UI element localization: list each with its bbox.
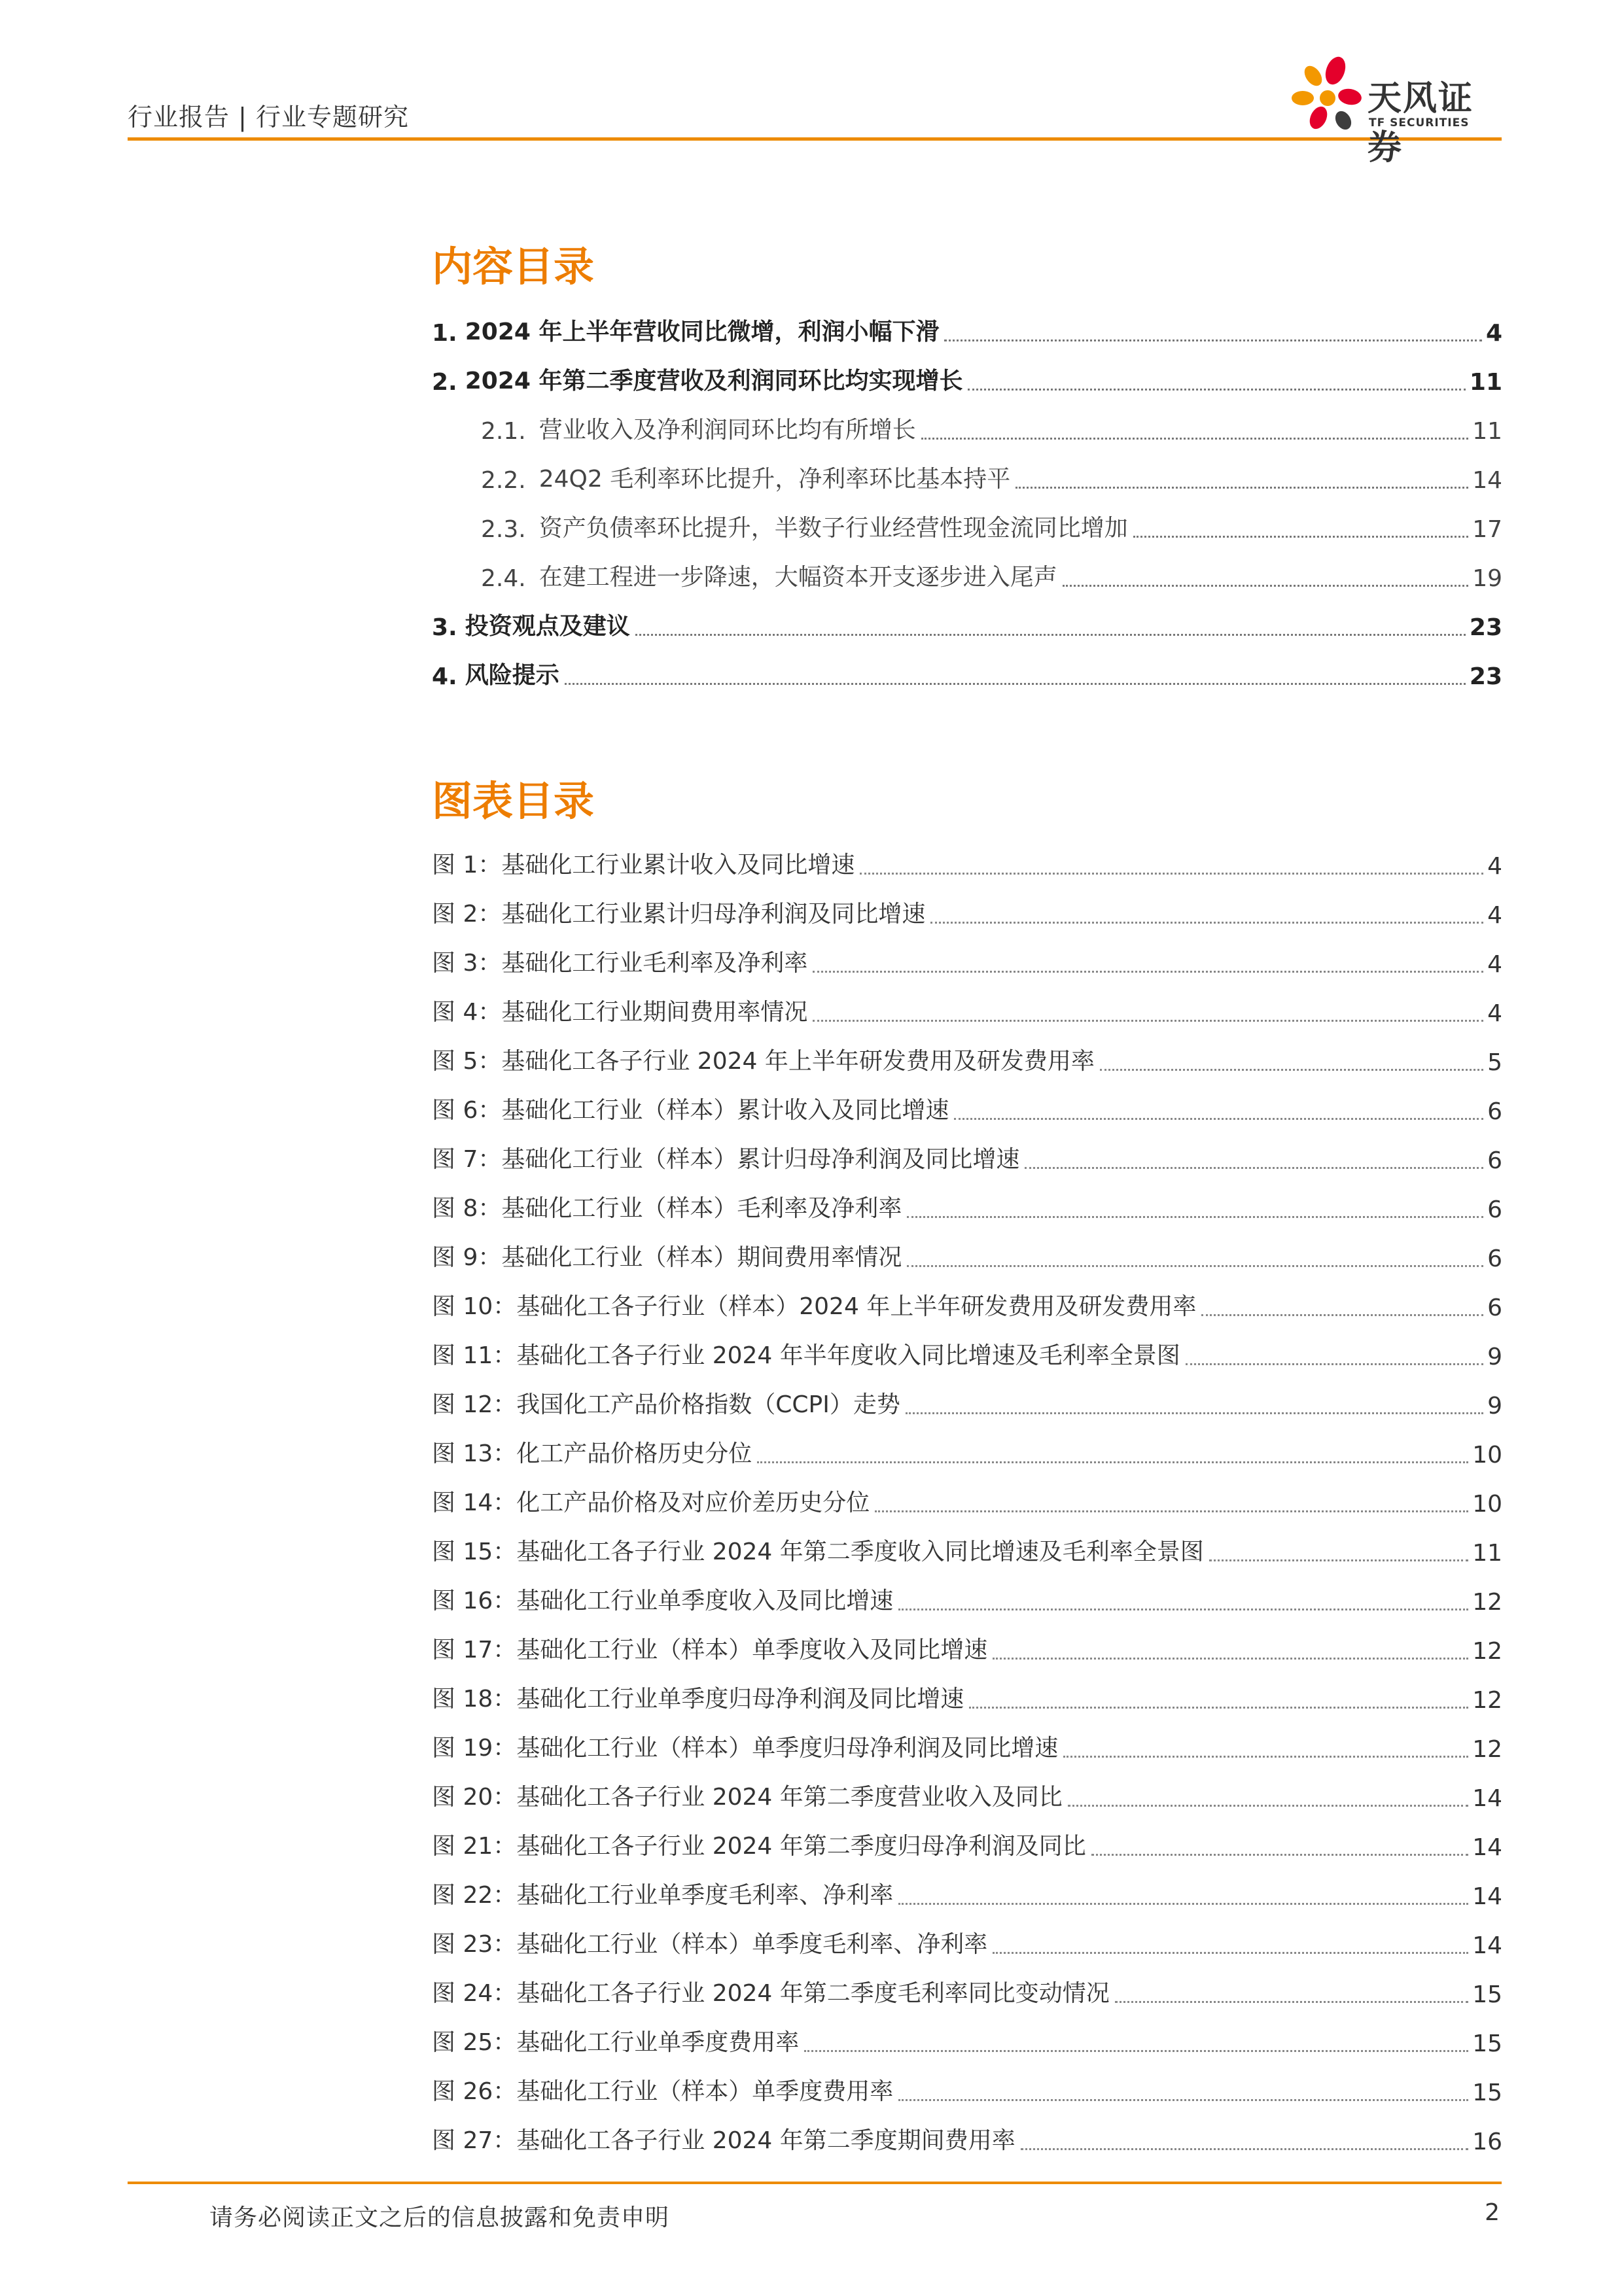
dot-leader [907,1215,1483,1218]
figure-text: 图 15：基础化工各子行业 2024 年第二季度收入同比增速及毛利率全景图 [432,1539,1204,1565]
dot-leader [1021,2148,1468,2150]
toc-number: 2.3. [481,516,526,543]
dot-leader [1133,535,1468,538]
figure-item[interactable] [432,880,1502,929]
dot-leader [1100,1068,1483,1071]
figure-page: 12 [1472,1736,1502,1763]
figure-page: 6 [1487,1245,1502,1272]
dot-leader [906,1412,1483,1414]
figure-page: 6 [1487,1196,1502,1223]
figure-item[interactable] [432,1321,1502,1370]
figure-page: 12 [1472,1687,1502,1714]
toc-item[interactable] [432,641,1502,690]
toc-number: 2. [432,369,457,396]
figure-page: 15 [1472,1981,1502,2008]
dot-leader [757,1461,1468,1463]
toc-item[interactable] [432,396,1502,445]
dot-leader [898,1608,1468,1610]
figure-text: 图 4：基础化工行业期间费用率情况 [432,999,808,1026]
figure-page: 9 [1487,1344,1502,1370]
dot-leader [1063,584,1468,587]
figure-item[interactable] [432,1959,1502,2008]
figure-page: 4 [1487,951,1502,978]
figure-item[interactable] [432,1027,1502,1076]
figure-text: 图 22：基础化工行业单季度毛利率、净利率 [432,1882,894,1909]
dot-leader [804,2049,1468,2052]
dot-leader [875,1510,1468,1512]
figure-item[interactable] [432,1469,1502,1518]
figure-item[interactable] [432,1567,1502,1616]
figure-text: 图 3：基础化工行业毛利率及净利率 [432,950,808,977]
toc-page: 11 [1472,418,1502,445]
toc-text: 2024 年第二季度营收及利润同环比均实现增长 [465,368,963,394]
figure-text: 图 20：基础化工各子行业 2024 年第二季度营业收入及同比 [432,1784,1063,1811]
figure-page: 15 [1472,2030,1502,2057]
dot-leader [1063,1755,1468,1758]
figure-text: 图 16：基础化工行业单季度收入及同比增速 [432,1588,894,1614]
figure-text: 图 12：我国化工产品价格指数（CCPI）走势 [432,1391,900,1418]
toc-number: 3. [432,614,457,641]
figure-page: 10 [1472,1491,1502,1518]
dot-leader [993,1657,1468,1660]
dot-leader [1201,1313,1483,1316]
dot-leader [1209,1559,1468,1561]
figure-text: 图 9：基础化工行业（样本）期间费用率情况 [432,1244,902,1271]
toc-text: 投资观点及建议 [465,613,630,640]
toc-item[interactable] [432,347,1502,396]
dot-leader [860,872,1483,875]
figure-text: 图 14：化工产品价格及对应价差历史分位 [432,1489,870,1516]
dot-leader [930,921,1483,924]
toc-page: 14 [1472,467,1502,494]
flower-logo-icon [1279,51,1364,136]
logo-english-name: TF SECURITIES [1369,116,1470,130]
toc-item[interactable] [432,298,1502,347]
dot-leader [944,339,1481,341]
figure-page: 14 [1472,1785,1502,1812]
figure-text: 图 19：基础化工行业（样本）单季度归母净利润及同比增速 [432,1735,1059,1762]
figure-item[interactable] [432,2008,1502,2057]
figure-text: 图 6：基础化工行业（样本）累计收入及同比增速 [432,1097,949,1124]
toc-item[interactable] [432,543,1502,592]
toc-page: 19 [1472,565,1502,592]
toc-page: 23 [1469,614,1502,641]
figure-page: 14 [1472,1883,1502,1910]
figure-item[interactable] [432,1370,1502,1419]
figures-list [432,831,1502,2155]
figure-item[interactable] [432,831,1502,880]
figure-text: 图 10：基础化工各子行业（样本）2024 年上半年研发费用及研发费用率 [432,1293,1197,1320]
toc-number: 2.2. [481,467,526,494]
dot-leader [635,633,1466,636]
dot-leader [813,970,1483,973]
dot-leader [969,1706,1468,1709]
figure-item[interactable] [432,2106,1502,2155]
figure-page: 4 [1487,902,1502,929]
figure-text: 图 23：基础化工行业（样本）单季度毛利率、净利率 [432,1931,988,1958]
figure-item[interactable] [432,1174,1502,1223]
dot-leader [565,682,1466,685]
figure-text: 图 2：基础化工行业累计归母净利润及同比增速 [432,901,926,928]
figure-item[interactable] [432,1616,1502,1665]
figure-item[interactable] [432,929,1502,978]
footer-rule [128,2182,1502,2184]
figure-page: 12 [1472,1589,1502,1616]
header-label: 行业报告 | 行业专题研究 [128,103,409,131]
dot-leader [907,1264,1483,1267]
figure-item[interactable] [432,1665,1502,1714]
toc-text: 在建工程进一步降速，大幅资本开支逐步进入尾声 [538,564,1057,591]
figure-text: 图 7：基础化工行业（样本）累计归母净利润及同比增速 [432,1146,1020,1173]
figure-page: 5 [1487,1049,1502,1076]
figure-item[interactable] [432,1419,1502,1469]
toc-number: 1. [432,320,457,347]
dot-leader [1025,1166,1483,1169]
dot-leader [813,1019,1483,1022]
figure-text: 图 21：基础化工各子行业 2024 年第二季度归母净利润及同比 [432,1833,1086,1860]
dot-leader [1068,1804,1468,1807]
figure-item[interactable] [432,1125,1502,1174]
figure-page: 14 [1472,1932,1502,1959]
toc-text: 营业收入及净利润同环比均有所增长 [538,417,916,444]
figure-page: 15 [1472,2079,1502,2106]
figure-item[interactable] [432,1076,1502,1125]
toc-number: 2.1. [481,418,526,445]
figure-text: 图 17：基础化工行业（样本）单季度收入及同比增速 [432,1637,988,1663]
toc-list [432,298,1502,690]
figure-page: 4 [1487,1000,1502,1027]
toc-text: 2024 年上半年营收同比微增，利润小幅下滑 [465,319,940,345]
figure-item[interactable] [432,2057,1502,2106]
toc-item[interactable] [432,592,1502,641]
toc-text: 风险提示 [465,662,559,689]
toc-page: 23 [1469,663,1502,690]
figure-text: 图 26：基础化工行业（样本）单季度费用率 [432,2078,894,2105]
dot-leader [954,1117,1483,1120]
figure-text: 图 1：基础化工行业累计收入及同比增速 [432,852,855,878]
figure-item[interactable] [432,1223,1502,1272]
dot-leader [921,437,1468,440]
figure-text: 图 18：基础化工行业单季度归母净利润及同比增速 [432,1686,964,1713]
figure-page: 11 [1472,1540,1502,1567]
toc-page: 17 [1472,516,1502,543]
figure-text: 图 8：基础化工行业（样本）毛利率及净利率 [432,1195,902,1222]
footer-disclaimer: 请务必阅读正文之后的信息披露和免责申明 [209,2204,670,2231]
figure-page: 6 [1487,1147,1502,1174]
header-rule [128,137,1502,141]
figure-text: 图 27：基础化工各子行业 2024 年第二季度期间费用率 [432,2127,1015,2154]
dot-leader [968,388,1465,391]
toc-page: 11 [1469,369,1502,396]
figure-page: 12 [1472,1638,1502,1665]
figure-page: 6 [1487,1098,1502,1125]
logo-chinese-name: 天风证券 [1368,79,1474,167]
figure-page: 10 [1472,1442,1502,1469]
dot-leader [1091,1853,1468,1856]
figure-text: 图 25：基础化工行业单季度费用率 [432,2029,800,2056]
dot-leader [1015,486,1468,489]
toc-number: 2.4. [481,565,526,592]
toc-page: 4 [1485,320,1502,347]
figure-item[interactable] [432,1861,1502,1910]
figure-text: 图 5：基础化工各子行业 2024 年上半年研发费用及研发费用率 [432,1048,1095,1075]
figure-page: 4 [1487,853,1502,880]
figure-page: 16 [1472,2129,1502,2155]
toc-text: 资产负债率环比提升，半数子行业经营性现金流同比增加 [538,515,1128,542]
figure-page: 9 [1487,1393,1502,1419]
dot-leader [898,2098,1468,2101]
company-logo [1279,51,1502,167]
figure-item[interactable] [432,1714,1502,1763]
toc-item[interactable] [432,445,1502,494]
toc-text: 24Q2 毛利率环比提升，净利率环比基本持平 [538,466,1011,493]
toc-number: 4. [432,663,457,690]
dot-leader [898,1902,1468,1905]
dot-leader [993,1951,1468,1954]
figure-text: 图 13：化工产品价格历史分位 [432,1440,752,1467]
figure-item[interactable] [432,1763,1502,1812]
figure-item[interactable] [432,1910,1502,1959]
figure-text: 图 24：基础化工各子行业 2024 年第二季度毛利率同比变动情况 [432,1980,1110,2007]
figure-item[interactable] [432,1272,1502,1321]
figure-item[interactable] [432,1518,1502,1567]
dot-leader [1115,2000,1468,2003]
toc-item[interactable] [432,494,1502,543]
figure-page: 14 [1472,1834,1502,1861]
figure-page: 6 [1487,1295,1502,1321]
figure-item[interactable] [432,1812,1502,1861]
toc-title: 内容目录 [432,243,595,290]
dot-leader [1186,1363,1483,1365]
footer-page-number: 2 [1485,2199,1500,2226]
figure-text: 图 11：基础化工各子行业 2024 年半年度收入同比增速及毛利率全景图 [432,1342,1180,1369]
figures-title: 图表目录 [432,777,595,825]
figure-item[interactable] [432,978,1502,1027]
